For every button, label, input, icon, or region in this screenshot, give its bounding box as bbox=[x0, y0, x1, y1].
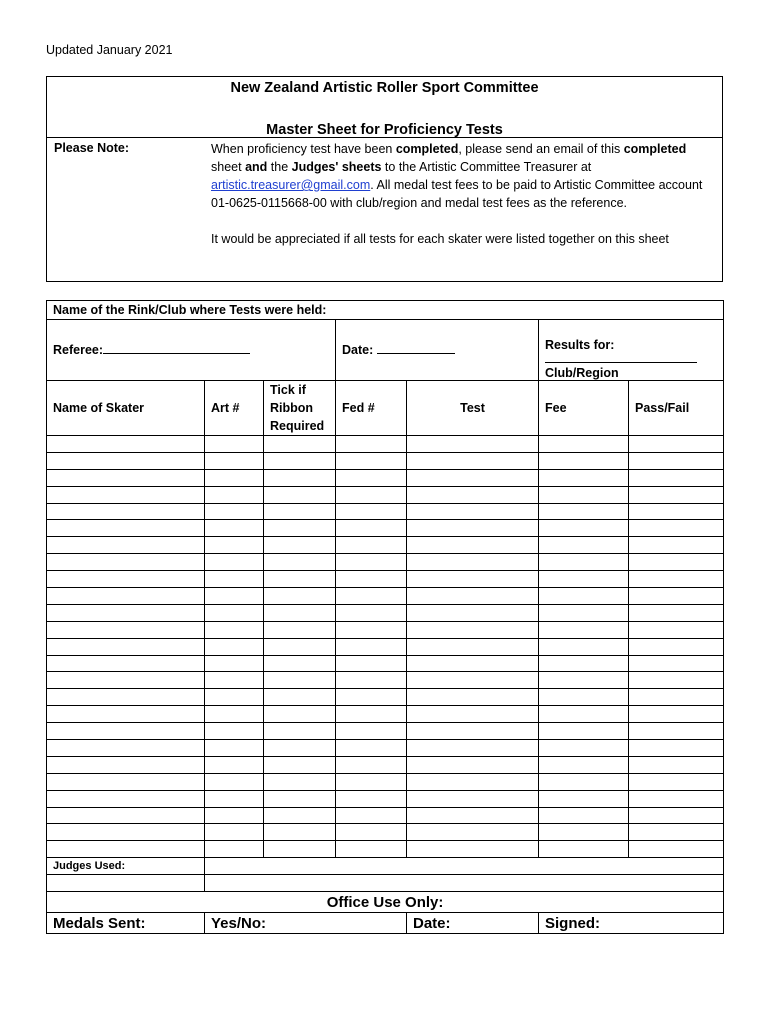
entry-cell[interactable] bbox=[629, 706, 724, 723]
date-field[interactable]: Date: bbox=[336, 320, 539, 381]
header-divider bbox=[47, 137, 722, 138]
judges-extra-field[interactable] bbox=[205, 875, 724, 892]
entry-cell[interactable] bbox=[407, 824, 539, 841]
entry-cell[interactable] bbox=[629, 503, 724, 520]
entry-cell[interactable] bbox=[629, 756, 724, 773]
entry-cell[interactable] bbox=[629, 773, 724, 790]
entry-cell[interactable] bbox=[47, 588, 205, 605]
table-row bbox=[47, 469, 724, 486]
entry-cell[interactable] bbox=[629, 807, 724, 824]
entry-cell[interactable] bbox=[539, 790, 629, 807]
col-name-of-skater: Name of Skater bbox=[47, 381, 205, 436]
entry-cell[interactable] bbox=[539, 452, 629, 469]
note-paragraph-1: When proficiency test have been completed, please send an email of this completed sheet and the Judges' sheets to the Artistic Committee Treasurer at artistic.treasurer@gmail.com. All medal test fees to be paid to Artistic Committee account 01-0625-0115668-00 with club/region and medal test fees as the reference. bbox=[211, 142, 703, 210]
entry-cell[interactable] bbox=[336, 740, 407, 757]
entry-cell[interactable] bbox=[264, 486, 336, 503]
table-row bbox=[47, 807, 724, 824]
table-row bbox=[47, 723, 724, 740]
entry-cell[interactable] bbox=[47, 672, 205, 689]
entry-cell[interactable] bbox=[539, 537, 629, 554]
entry-cell[interactable] bbox=[205, 486, 264, 503]
table-row bbox=[47, 452, 724, 469]
email-link[interactable]: artistic.treasurer@gmail.com bbox=[211, 178, 371, 192]
header-box bbox=[46, 76, 723, 282]
entry-cell[interactable] bbox=[264, 537, 336, 554]
note-text bbox=[211, 140, 716, 248]
entry-cell[interactable] bbox=[407, 807, 539, 824]
entry-cell[interactable] bbox=[336, 537, 407, 554]
rink-club-field[interactable]: Name of the Rink/Club where Tests were held: bbox=[47, 301, 724, 320]
entry-cell[interactable] bbox=[336, 503, 407, 520]
please-note-label: Please Note: bbox=[54, 141, 130, 155]
entry-cell[interactable] bbox=[264, 824, 336, 841]
entry-cell[interactable] bbox=[336, 638, 407, 655]
entry-cell[interactable] bbox=[539, 604, 629, 621]
entry-cell[interactable] bbox=[407, 604, 539, 621]
entry-cell[interactable] bbox=[264, 790, 336, 807]
entry-cell[interactable] bbox=[407, 486, 539, 503]
office-date-field[interactable]: Date: bbox=[407, 913, 539, 934]
entry-cell[interactable] bbox=[629, 469, 724, 486]
entry-cell[interactable] bbox=[47, 790, 205, 807]
entry-cell[interactable] bbox=[205, 655, 264, 672]
entry-cell[interactable] bbox=[629, 436, 724, 453]
entry-cell[interactable] bbox=[539, 655, 629, 672]
entry-cell[interactable] bbox=[264, 723, 336, 740]
entry-cell[interactable] bbox=[47, 756, 205, 773]
entry-cell[interactable] bbox=[264, 588, 336, 605]
entry-cell[interactable] bbox=[629, 841, 724, 858]
table-row bbox=[47, 672, 724, 689]
entry-cell[interactable] bbox=[205, 503, 264, 520]
entry-cell[interactable] bbox=[629, 588, 724, 605]
entry-cell[interactable] bbox=[407, 436, 539, 453]
entry-cell[interactable] bbox=[539, 503, 629, 520]
entry-cell[interactable] bbox=[407, 554, 539, 571]
entry-cell[interactable] bbox=[264, 469, 336, 486]
entry-cell[interactable] bbox=[336, 723, 407, 740]
entry-cell[interactable] bbox=[629, 723, 724, 740]
entry-cell[interactable] bbox=[407, 790, 539, 807]
entry-cell[interactable] bbox=[629, 604, 724, 621]
col-ribbon: Tick if Ribbon Required bbox=[264, 381, 336, 436]
col-art-number: Art # bbox=[205, 381, 264, 436]
table-row bbox=[47, 520, 724, 537]
entry-cell[interactable] bbox=[539, 621, 629, 638]
entry-cell[interactable] bbox=[539, 469, 629, 486]
entry-cell[interactable] bbox=[47, 436, 205, 453]
entry-cell[interactable] bbox=[47, 604, 205, 621]
entry-cell[interactable] bbox=[205, 841, 264, 858]
entry-cell[interactable] bbox=[407, 756, 539, 773]
table-row bbox=[47, 554, 724, 571]
entry-cell[interactable] bbox=[539, 520, 629, 537]
table-row bbox=[47, 436, 724, 453]
entry-cell[interactable] bbox=[629, 672, 724, 689]
entry-cell[interactable] bbox=[205, 588, 264, 605]
entry-cell[interactable] bbox=[407, 773, 539, 790]
entry-cell[interactable] bbox=[47, 773, 205, 790]
entry-cell[interactable] bbox=[205, 773, 264, 790]
entry-cell[interactable] bbox=[47, 824, 205, 841]
entry-cell[interactable] bbox=[336, 807, 407, 824]
entry-cell[interactable] bbox=[264, 672, 336, 689]
entry-cell[interactable] bbox=[47, 655, 205, 672]
entry-cell[interactable] bbox=[629, 740, 724, 757]
entry-cell[interactable] bbox=[539, 672, 629, 689]
entry-cell[interactable] bbox=[264, 706, 336, 723]
updated-date: Updated January 2021 bbox=[46, 43, 173, 57]
table-row bbox=[47, 790, 724, 807]
table-row bbox=[47, 503, 724, 520]
entry-cell[interactable] bbox=[47, 537, 205, 554]
entry-cell[interactable] bbox=[539, 689, 629, 706]
entry-cell[interactable] bbox=[539, 740, 629, 757]
entry-cell[interactable] bbox=[336, 436, 407, 453]
entry-cell[interactable] bbox=[539, 706, 629, 723]
entry-cell[interactable] bbox=[407, 537, 539, 554]
table-row bbox=[47, 756, 724, 773]
entry-cell[interactable] bbox=[264, 503, 336, 520]
entry-cell[interactable] bbox=[264, 604, 336, 621]
entry-cell[interactable] bbox=[336, 621, 407, 638]
entry-cell[interactable] bbox=[205, 824, 264, 841]
entry-cell[interactable] bbox=[205, 706, 264, 723]
entry-cell[interactable] bbox=[264, 520, 336, 537]
table-row bbox=[47, 588, 724, 605]
table-row bbox=[47, 841, 724, 858]
entry-cell[interactable] bbox=[629, 790, 724, 807]
entry-cell[interactable] bbox=[264, 638, 336, 655]
entry-cell[interactable] bbox=[205, 790, 264, 807]
entry-cell[interactable] bbox=[336, 554, 407, 571]
office-use-only: Office Use Only: bbox=[47, 892, 724, 913]
table-row bbox=[47, 740, 724, 757]
signed-field[interactable]: Signed: bbox=[539, 913, 724, 934]
entry-cell[interactable] bbox=[407, 638, 539, 655]
entry-cell[interactable] bbox=[539, 824, 629, 841]
col-pass-fail: Pass/Fail bbox=[629, 381, 724, 436]
entry-cell[interactable] bbox=[629, 554, 724, 571]
entry-cell[interactable] bbox=[205, 621, 264, 638]
entry-cell[interactable] bbox=[264, 689, 336, 706]
entry-cell[interactable] bbox=[629, 452, 724, 469]
entry-cell[interactable] bbox=[629, 571, 724, 588]
entry-cell[interactable] bbox=[205, 469, 264, 486]
entry-cell[interactable] bbox=[407, 503, 539, 520]
entry-cell[interactable] bbox=[47, 723, 205, 740]
entry-cell[interactable] bbox=[205, 756, 264, 773]
results-for-field[interactable]: Results for: Club/Region bbox=[539, 320, 724, 381]
entry-cell[interactable] bbox=[264, 554, 336, 571]
judges-used-label: Judges Used: bbox=[47, 858, 205, 875]
entry-cell[interactable] bbox=[336, 571, 407, 588]
entry-cell[interactable] bbox=[205, 436, 264, 453]
entry-cell[interactable] bbox=[336, 672, 407, 689]
entry-cell[interactable] bbox=[407, 520, 539, 537]
entry-cell[interactable] bbox=[264, 621, 336, 638]
entry-cell[interactable] bbox=[539, 807, 629, 824]
note-paragraph-2: It would be appreciated if all tests for each skater were listed together on this sheet bbox=[211, 232, 669, 246]
referee-field[interactable]: Referee: bbox=[47, 320, 336, 381]
entry-cell[interactable] bbox=[205, 537, 264, 554]
entry-cell[interactable] bbox=[336, 588, 407, 605]
medals-sent-label: Medals Sent: bbox=[47, 913, 205, 934]
entry-cell[interactable] bbox=[336, 706, 407, 723]
entry-cell[interactable] bbox=[336, 452, 407, 469]
entry-cell[interactable] bbox=[336, 841, 407, 858]
entry-cell[interactable] bbox=[407, 621, 539, 638]
entry-cell[interactable] bbox=[47, 689, 205, 706]
entry-cell[interactable] bbox=[205, 807, 264, 824]
entry-cell[interactable] bbox=[629, 655, 724, 672]
entry-cell[interactable] bbox=[336, 790, 407, 807]
column-headers bbox=[47, 381, 724, 436]
entry-cell[interactable] bbox=[47, 706, 205, 723]
entry-cell[interactable] bbox=[407, 723, 539, 740]
entry-cell[interactable] bbox=[47, 520, 205, 537]
entry-cell[interactable] bbox=[205, 604, 264, 621]
table-row bbox=[47, 638, 724, 655]
entry-cell[interactable] bbox=[407, 469, 539, 486]
table-row bbox=[47, 571, 724, 588]
entry-cell[interactable] bbox=[629, 520, 724, 537]
entry-cell[interactable] bbox=[407, 740, 539, 757]
entry-cell[interactable] bbox=[47, 740, 205, 757]
entry-cell[interactable] bbox=[205, 554, 264, 571]
entry-cell[interactable] bbox=[264, 571, 336, 588]
master-sheet-table bbox=[46, 300, 724, 934]
entry-cell[interactable] bbox=[629, 638, 724, 655]
col-fed-number: Fed # bbox=[336, 381, 407, 436]
entry-cell[interactable] bbox=[336, 469, 407, 486]
entry-cell[interactable] bbox=[47, 571, 205, 588]
entry-cell[interactable] bbox=[539, 554, 629, 571]
org-title: New Zealand Artistic Roller Sport Committee bbox=[230, 80, 539, 96]
entry-cell[interactable] bbox=[539, 436, 629, 453]
table-row bbox=[47, 706, 724, 723]
entry-cell[interactable] bbox=[539, 841, 629, 858]
table-row bbox=[47, 604, 724, 621]
entry-cell[interactable] bbox=[539, 486, 629, 503]
entry-cell[interactable] bbox=[407, 452, 539, 469]
entry-cell[interactable] bbox=[264, 807, 336, 824]
entry-cell[interactable] bbox=[407, 706, 539, 723]
entry-cell[interactable] bbox=[264, 841, 336, 858]
entry-cell[interactable] bbox=[47, 554, 205, 571]
entry-cell[interactable] bbox=[205, 452, 264, 469]
entry-cell[interactable] bbox=[205, 740, 264, 757]
entry-cell[interactable] bbox=[264, 773, 336, 790]
entry-cell[interactable] bbox=[264, 740, 336, 757]
entry-cell[interactable] bbox=[205, 723, 264, 740]
entry-cell[interactable] bbox=[47, 486, 205, 503]
entry-cell[interactable] bbox=[205, 571, 264, 588]
table-row bbox=[47, 773, 724, 790]
entry-cell[interactable] bbox=[47, 807, 205, 824]
entry-cell[interactable] bbox=[336, 520, 407, 537]
entry-cell[interactable] bbox=[264, 756, 336, 773]
col-test: Test bbox=[407, 381, 539, 436]
entry-cell[interactable] bbox=[205, 689, 264, 706]
entry-cell[interactable] bbox=[407, 571, 539, 588]
entry-cell[interactable] bbox=[407, 841, 539, 858]
entry-cell[interactable] bbox=[336, 824, 407, 841]
entry-cell[interactable] bbox=[336, 756, 407, 773]
col-fee: Fee bbox=[539, 381, 629, 436]
entry-cell[interactable] bbox=[539, 588, 629, 605]
table-row bbox=[47, 689, 724, 706]
entry-cell[interactable] bbox=[629, 824, 724, 841]
sheet-title: Master Sheet for Proficiency Tests bbox=[266, 122, 503, 138]
entry-cell[interactable] bbox=[629, 537, 724, 554]
judges-used-field[interactable] bbox=[205, 858, 724, 875]
entry-cell[interactable] bbox=[47, 469, 205, 486]
entry-cell[interactable] bbox=[336, 655, 407, 672]
entry-cell[interactable] bbox=[336, 773, 407, 790]
entry-cell[interactable] bbox=[47, 638, 205, 655]
table-row bbox=[47, 537, 724, 554]
table-row bbox=[47, 621, 724, 638]
entry-cell[interactable] bbox=[336, 689, 407, 706]
entry-cell[interactable] bbox=[47, 503, 205, 520]
entry-cell[interactable] bbox=[407, 588, 539, 605]
entry-cell[interactable] bbox=[205, 638, 264, 655]
entry-cell[interactable] bbox=[47, 452, 205, 469]
entry-cell[interactable] bbox=[539, 638, 629, 655]
entry-cell[interactable] bbox=[205, 672, 264, 689]
entry-cell[interactable] bbox=[629, 689, 724, 706]
entry-cell[interactable] bbox=[264, 655, 336, 672]
judges-extra-cell[interactable] bbox=[47, 875, 205, 892]
entry-cell[interactable] bbox=[264, 452, 336, 469]
entry-cell[interactable] bbox=[407, 655, 539, 672]
entry-cell[interactable] bbox=[407, 672, 539, 689]
table-row bbox=[47, 824, 724, 841]
entry-cell[interactable] bbox=[629, 486, 724, 503]
entry-cell[interactable] bbox=[264, 436, 336, 453]
entry-cell[interactable] bbox=[336, 486, 407, 503]
entry-cell[interactable] bbox=[205, 520, 264, 537]
table-row bbox=[47, 655, 724, 672]
entry-cell[interactable] bbox=[407, 689, 539, 706]
table-row bbox=[47, 486, 724, 503]
entry-cell[interactable] bbox=[539, 756, 629, 773]
entry-cell[interactable] bbox=[47, 621, 205, 638]
entry-cell[interactable] bbox=[47, 841, 205, 858]
entry-cell[interactable] bbox=[629, 621, 724, 638]
entry-cell[interactable] bbox=[336, 604, 407, 621]
entry-cell[interactable] bbox=[539, 773, 629, 790]
yes-no-field[interactable]: Yes/No: bbox=[205, 913, 407, 934]
entry-cell[interactable] bbox=[539, 723, 629, 740]
entry-cell[interactable] bbox=[539, 571, 629, 588]
